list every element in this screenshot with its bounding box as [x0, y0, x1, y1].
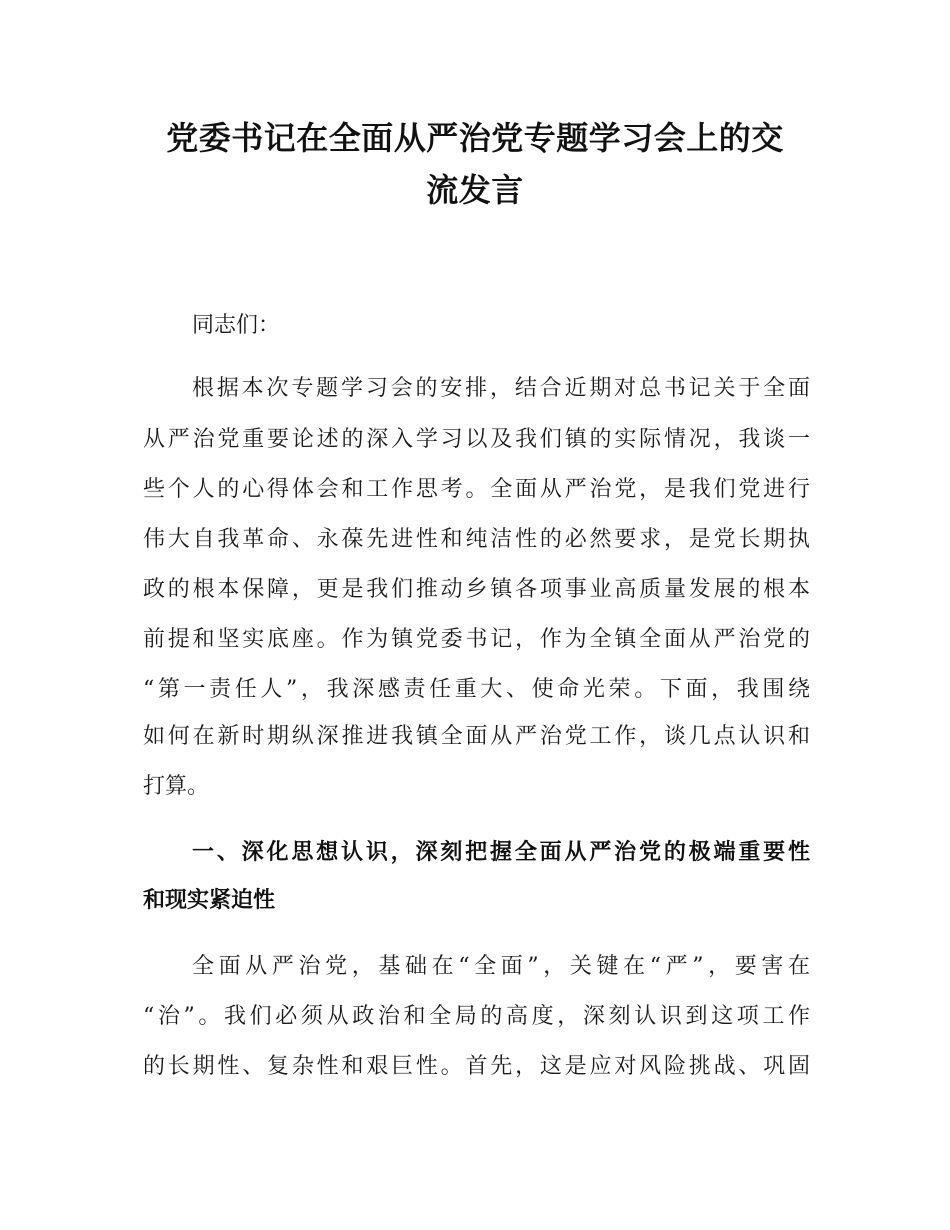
paragraph-1-line: 前提和坚实底座。作为镇党委书记，作为全镇全面从严治党的	[143, 627, 810, 652]
paragraph-2-line: “治”。我们必须从政治和全局的高度，深刻认识到这项工作	[143, 1004, 810, 1029]
paragraph-1-line: 如何在新时期纵深推进我镇全面从严治党工作，谈几点认识和	[143, 724, 810, 749]
paragraph-1-line: 打算。	[143, 774, 210, 799]
title-line-2: 流发言	[426, 171, 524, 209]
paragraph-1-line: 从严治党重要论述的深入学习以及我们镇的实际情况，我谈一	[143, 427, 810, 452]
section-heading-1-line: 和现实紧迫性	[143, 888, 276, 913]
paragraph-1-line: 伟大自我革命、永葆先进性和纯洁性的必然要求，是党长期执	[143, 527, 810, 552]
paragraph-1-line: “第一责任人”，我深感责任重大、使命光荣。下面，我围绕	[143, 677, 810, 702]
paragraph-1-line: 根据本次专题学习会的安排，结合近期对总书记关于全面	[192, 376, 810, 401]
title-line-1: 党委书记在全面从严治党专题学习会上的交	[166, 119, 784, 157]
paragraph-1-line: 政的根本保障，更是我们推动乡镇各项事业高质量发展的根本	[143, 577, 810, 602]
paragraph-2-line: 全面从严治党，基础在“全面”，关键在“严”，要害在	[192, 954, 810, 979]
paragraph-1-line: 些个人的心得体会和工作思考。全面从严治党，是我们党进行	[143, 477, 810, 502]
document-title	[120, 112, 830, 216]
section-heading-1-line: 一、深化思想认识，深刻把握全面从严治党的极端重要性	[192, 840, 810, 865]
paragraph-2-line: 的长期性、复杂性和艰巨性。首先，这是应对风险挑战、巩固	[143, 1054, 810, 1079]
salutation: 同志们：	[192, 313, 281, 338]
